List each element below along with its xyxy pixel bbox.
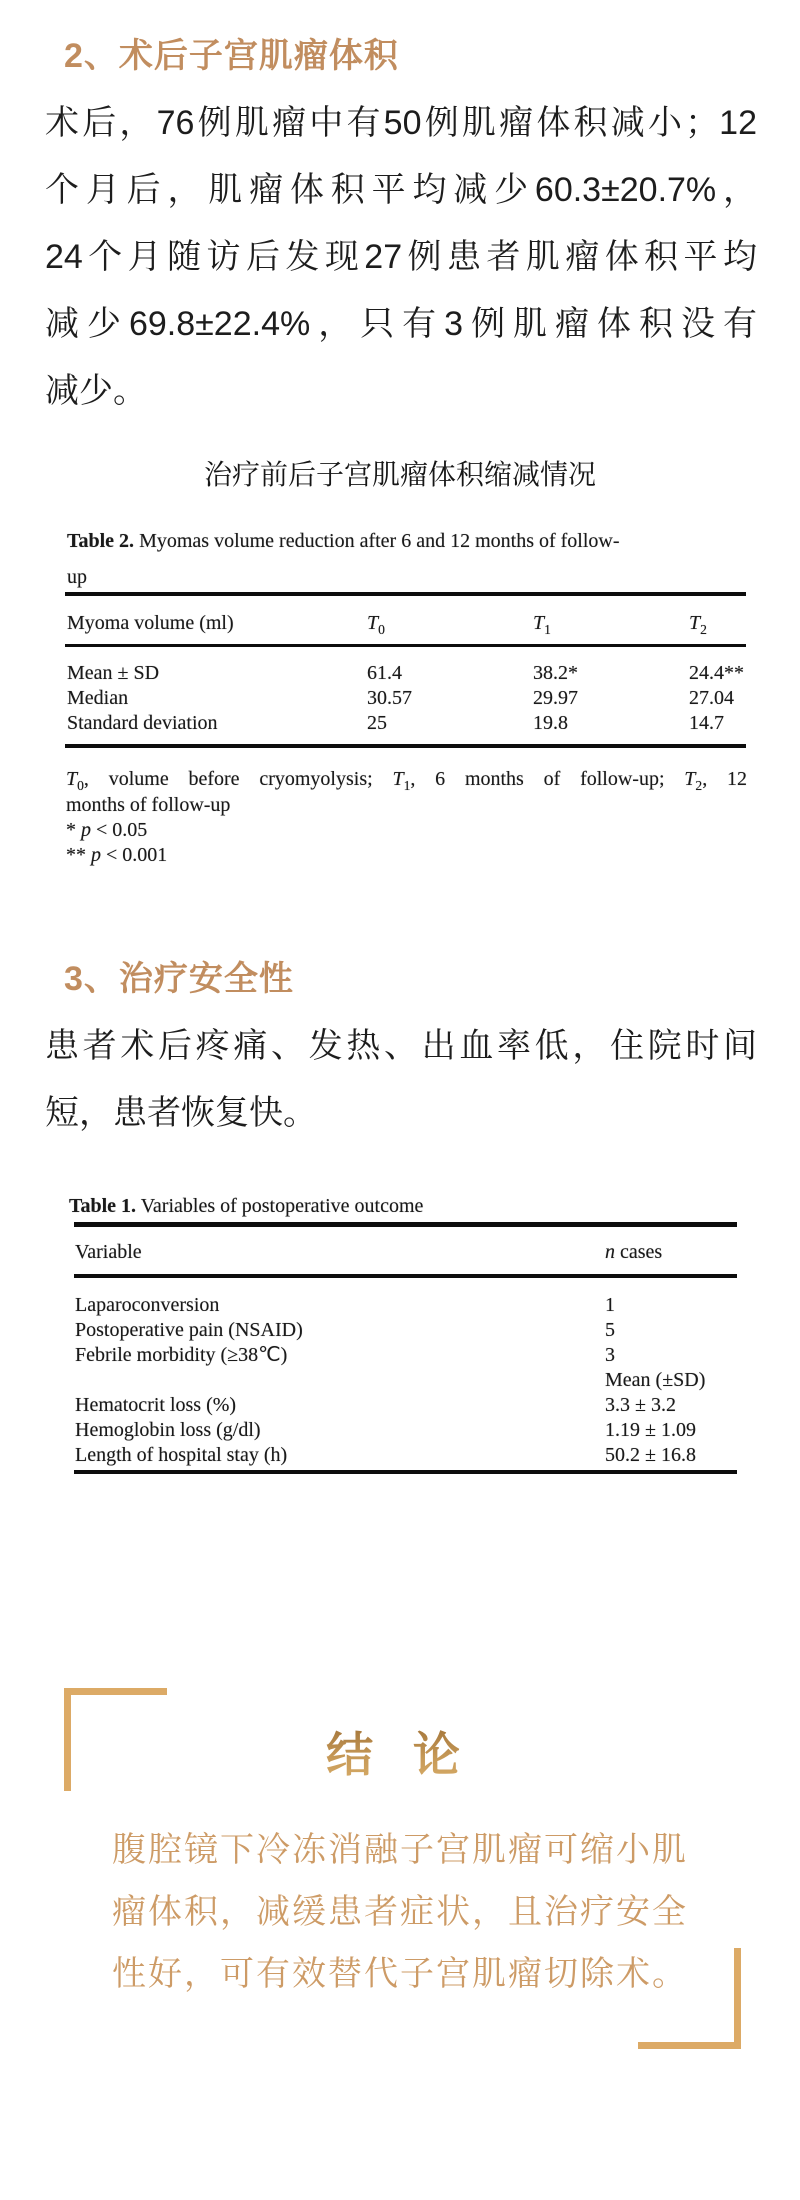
table2-footnote-p-value: * p < 0.05: [66, 819, 148, 841]
table2-bottom-rule: [65, 744, 746, 748]
table2-header-t1: $T_1$: [533, 612, 551, 637]
table1-row-label: Hemoglobin loss (g/dl): [75, 1419, 261, 1441]
corner-bracket-bottom-right: [734, 1948, 741, 2049]
table2-footnote: months of follow-up: [66, 794, 231, 816]
table2-footnote: $T_0$, volume before cryomyolysis; $T_1$, 6 months of follow-up; $T_2$, 12: [66, 768, 747, 793]
conclusion-title: 结 论: [0, 1730, 800, 1782]
table2-cell: 30.57: [367, 687, 412, 709]
conclusion-line: 瘤体积，减缓患者症状，且治疗安全: [112, 1893, 688, 1931]
table1-top-rule: [74, 1222, 737, 1227]
section-3-paragraph: [45, 1013, 757, 1147]
table1-row-label: Postoperative pain (NSAID): [75, 1319, 303, 1341]
section-2-heading: 2、术后子宫肌瘤体积: [64, 37, 399, 75]
conclusion-line: 腹腔镜下冷冻消融子宫肌瘤可缩小肌: [112, 1831, 688, 1869]
table1-header-ncases: n cases: [605, 1241, 663, 1263]
section-2-paragraph: [45, 90, 757, 425]
corner-bracket-top-left: [64, 1688, 167, 1695]
table2-footnote-p-value: ** p < 0.001: [66, 844, 168, 866]
table2-cell: 14.7: [689, 712, 724, 734]
table2-cell: 27.04: [689, 687, 734, 709]
paragraph-line: 减少69.8±22.4%，只有3例肌瘤体积没有: [45, 305, 757, 343]
table2-cell: 19.8: [533, 712, 568, 734]
table1-cell: 5: [605, 1319, 615, 1341]
table2-cell: 25: [367, 712, 387, 734]
table1-header-label: Variable: [75, 1241, 142, 1263]
table2-row-label: Standard deviation: [67, 712, 218, 734]
figure-caption: 治疗前后子宫肌瘤体积缩减情况: [203, 459, 596, 490]
paragraph-line: 个月后，肌瘤体积平均减少60.3±20.7%，: [45, 171, 757, 209]
paragraph-line: 术后，76例肌瘤中有50例肌瘤体积减小；12: [45, 104, 757, 142]
table1-row-label: Febrile morbidity (≥38℃): [75, 1344, 288, 1366]
table2-mid-rule: [65, 644, 746, 647]
table2-header-label: Myoma volume (ml): [67, 612, 234, 634]
table1-row-label: Length of hospital stay (h): [75, 1444, 288, 1466]
table2-cell: 29.97: [533, 687, 578, 709]
table2-cell: 24.4**: [689, 662, 744, 684]
table2-row-label: Median: [67, 687, 129, 709]
table1-cell: 3: [605, 1344, 615, 1366]
table1-cell: 1.19 ± 1.09: [605, 1419, 696, 1441]
table1-title: Table 1. Variables of postoperative outcome: [69, 1195, 424, 1217]
table2-title: Table 2. Myomas volume reduction after 6 and 12 months of follow-: [67, 530, 620, 552]
paragraph-line: 短，患者恢复快。: [45, 1094, 317, 1132]
conclusion-line: 性好，可有效替代子宫肌瘤切除术。: [112, 1955, 688, 1993]
table1-subheader: Mean (±SD): [605, 1369, 706, 1391]
table2-header-t0: $T_0$: [367, 612, 385, 637]
table1-cell: 1: [605, 1294, 615, 1316]
paragraph-line: 患者术后疼痛、发热、出血率低，住院时间: [45, 1027, 757, 1065]
table1-bottom-rule: [74, 1470, 737, 1474]
table1-mid-rule: [74, 1274, 737, 1278]
table2-cell: 61.4: [367, 662, 402, 684]
table1-cell: 50.2 ± 16.8: [605, 1444, 696, 1466]
table1-cell: 3.3 ± 3.2: [605, 1394, 676, 1416]
table2-title-line2: up: [67, 566, 87, 588]
table1-row-label: Laparoconversion: [75, 1294, 220, 1316]
corner-bracket-bottom-right: [638, 2042, 741, 2049]
table2-top-rule: [65, 592, 746, 596]
table2-header-t2: $T_2$: [689, 612, 707, 637]
paragraph-line: 24个月随访后发现27例患者肌瘤体积平均: [45, 238, 757, 276]
table1-row-label: Hematocrit loss (%): [75, 1394, 237, 1416]
paragraph-line: 减少。: [45, 372, 147, 410]
table2-row-label: Mean ± SD: [67, 662, 160, 684]
table2-cell: 38.2*: [533, 662, 578, 684]
section-3-heading: 3、治疗安全性: [64, 960, 294, 998]
